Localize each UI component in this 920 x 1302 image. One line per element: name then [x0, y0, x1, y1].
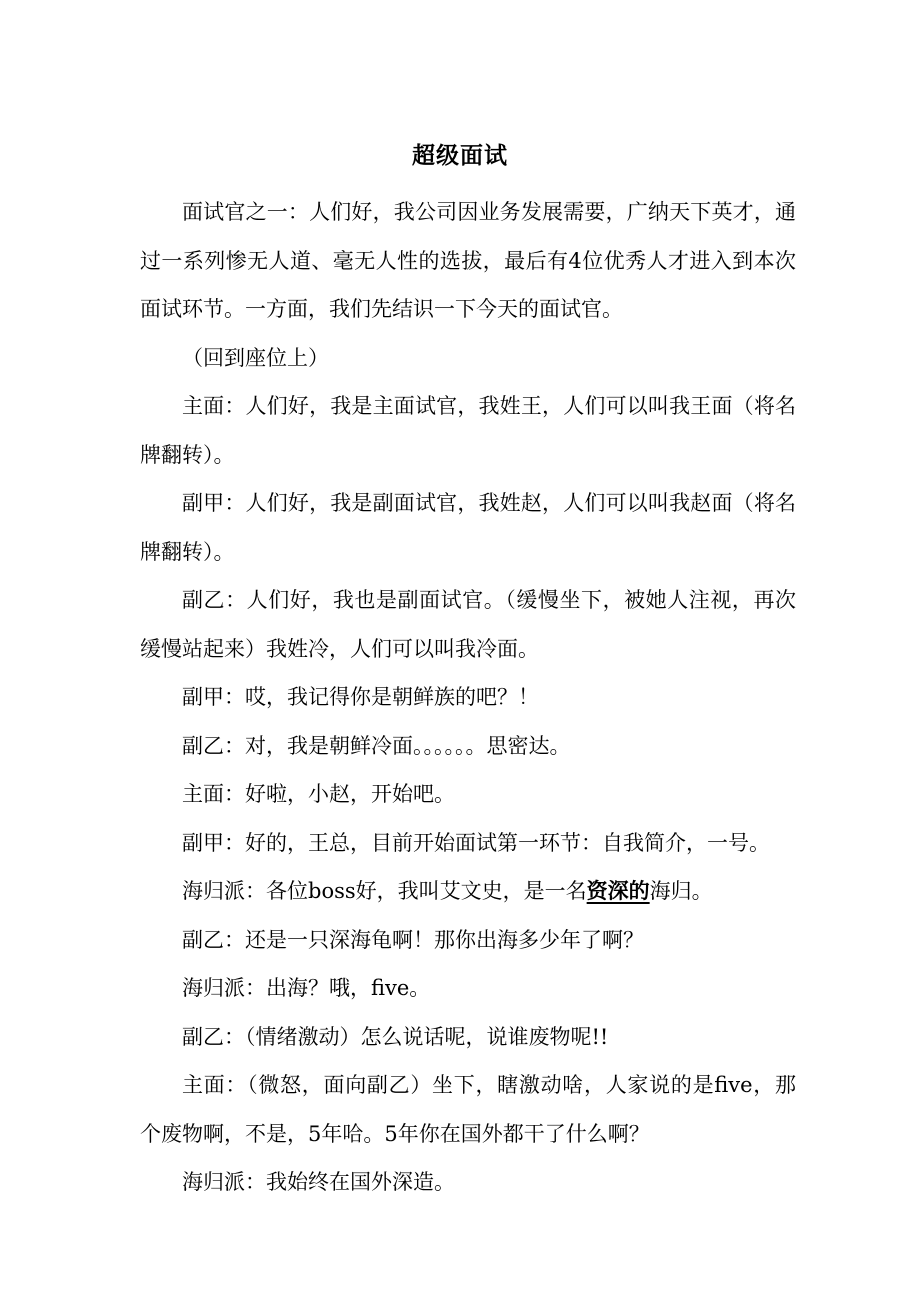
- paragraph-dialogue: 主面：人们好，我是主面试官，我姓王，人们可以叫我王面（将名牌翻转）。: [140, 394, 796, 467]
- paragraph-dialogue-emphasis: [140, 867, 796, 916]
- paragraph-dialogue: 主面：好啦，小赵，开始吧。: [182, 782, 455, 806]
- paragraph-text-before: 海归派：各位boss好，我叫艾文史，是一名: [182, 879, 587, 903]
- paragraph-text-after: 海归。: [649, 879, 713, 903]
- paragraph-dialogue: 海归派：我始终在国外深造。: [182, 1170, 455, 1194]
- paragraph-stage-direction: （回到座位上）: [182, 345, 329, 370]
- paragraph-dialogue: 副乙：对，我是朝鲜冷面。。。。。。思密达。: [182, 733, 571, 758]
- paragraph-dialogue: 海归派：出海？哦，five。: [182, 976, 431, 1000]
- emphasized-text: 资深的: [586, 878, 650, 903]
- paragraph-dialogue: 副乙：（情绪激动）怎么说话呢，说谁废物呢!!: [182, 1024, 609, 1049]
- paragraph-dialogue: 主面：（微怒，面向副乙）坐下，瞎激动啥，人家说的是five，那个废物啊，不是，5年哈。5年你在国外都干了什么啊？: [140, 1073, 796, 1146]
- document-body: [140, 188, 796, 1207]
- paragraph-dialogue: 副甲：哎，我记得你是朝鲜族的吧？！: [182, 685, 539, 709]
- paragraph-dialogue: 副乙：人们好，我也是副面试官。（缓慢坐下，被她人注视，再次缓慢站起来）我姓冷，人们可以叫我冷面。: [140, 588, 796, 661]
- document-title: 超级面试: [412, 143, 508, 169]
- paragraph-dialogue: 副甲：人们好，我是副面试官，我姓赵，人们可以叫我赵面（将名牌翻转）。: [140, 491, 796, 564]
- paragraph-dialogue: 副甲：好的，王总，目前开始面试第一环节：自我简介，一号。: [182, 830, 770, 855]
- paragraph-dialogue: 副乙：还是一只深海龟啊！那你出海多少年了啊？: [182, 927, 644, 952]
- paragraph-intro: 面试官之一：人们好，我公司因业务发展需要，广纳天下英才，通过一系列惨无人道、毫无人性的选拔，最后有4位优秀人才进入到本次面试环节。一方面，我们先结识一下今天的面试官。: [140, 200, 796, 321]
